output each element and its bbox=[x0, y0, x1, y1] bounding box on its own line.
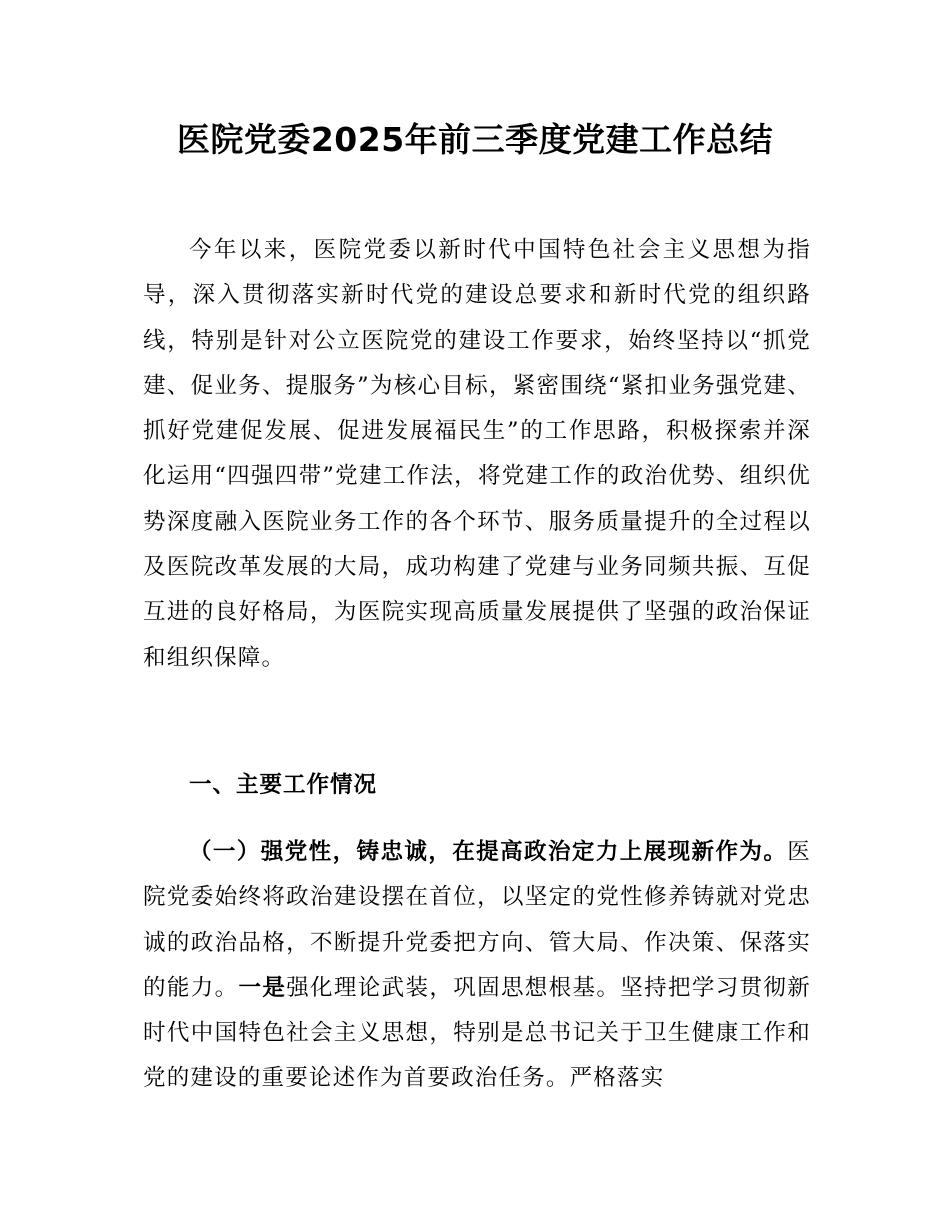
section-heading: 一、主要工作情况 bbox=[189, 772, 378, 798]
intro-paragraph: 今年以来，医院党委以新时代中国特色社会主义思想为指导，深入贯彻落实新时代党的建设总要求和新时代党的组织路线，特别是针对公立医院党的建设工作要求，始终坚持以“抓党建、促业务、提服务”为核心目标，紧密围绕“紧扣业务强党建、抓好党建促发展、促进发展福民生”的工作思路，积极探索并深化运用“四强四带”党建工作法，将党建工作的政治优势、组织优势深度融入医院业务工作的各个环节、服务质量提升的全过程以及医院改革发展的大局，成功构建了党建与业务同频共振、互促互进的良好格局，为医院实现高质量发展提供了坚强的政治保证和组织保障。 bbox=[143, 237, 811, 671]
document-title: 医院党委2025年前三季度党建工作总结 bbox=[176, 120, 774, 159]
subsection-text: 医院党委始终将政治建设摆在首位，以坚定的党性修养铸就对党忠诚的政治品格，不断提升党委把方向、管大局、作决策、保落实的能力。 bbox=[143, 839, 811, 1001]
lead-in-marker: 一是 bbox=[238, 974, 287, 1001]
subsection-text-continued: 强化理论武装，巩固思想根基。坚持把学习贯彻新时代中国特色社会主义思想，特别是总书记关于卫生健康工作和党的建设的重要论述作为首要政治任务。严格落实 bbox=[143, 974, 811, 1092]
subsection-paragraph bbox=[143, 830, 811, 1102]
subsection-heading: （一）强党性，铸忠诚，在提高政治定力上展现新作为。 bbox=[189, 839, 788, 865]
